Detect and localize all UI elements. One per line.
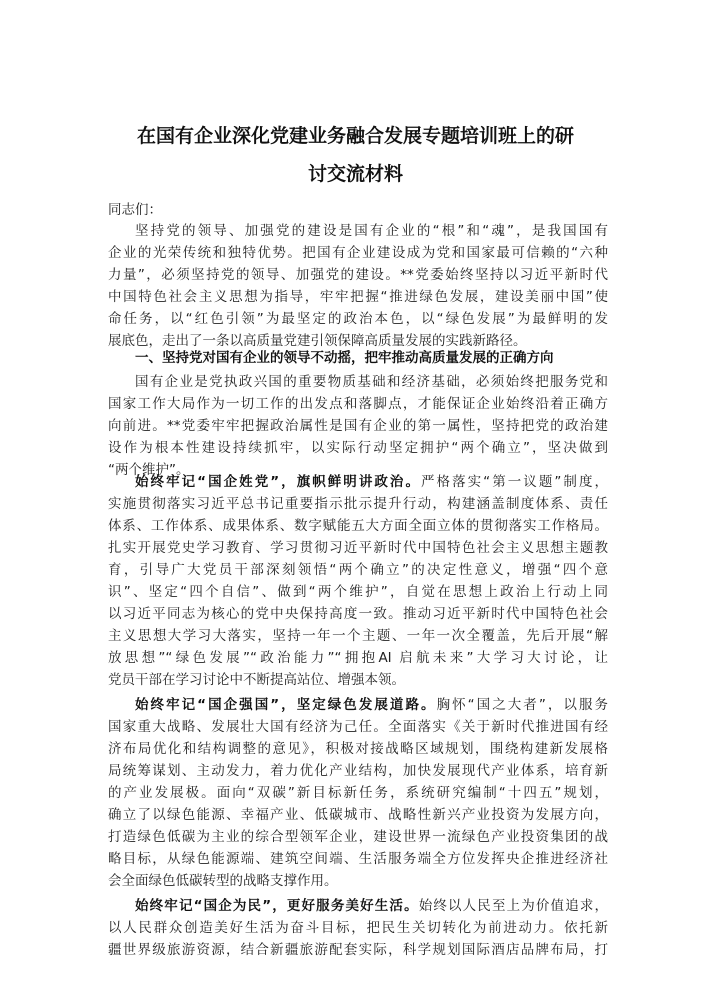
section-heading-1: 一、坚持党对国有企业的领导不动摇，把牢推动高质量发展的正确方向 <box>135 350 554 366</box>
paragraph-serve-people <box>108 895 608 961</box>
paragraph-line-first <box>108 694 608 716</box>
paragraph-line: 打造绿色低碳为主业的综合型领军企业，建设世界一流绿色产业投资集团的战 <box>108 829 608 845</box>
paragraph-line: 略目标，从绿色能源端、建筑空间端、生活服务端全方位发挥央企推进经济社 <box>108 851 608 867</box>
paragraph-green-development <box>108 694 608 892</box>
paragraph-line: 展底色，走出了一条以高质量党建引领保障高质量发展的实践新路径。 <box>108 333 527 349</box>
paragraph-lead-rest: 胸怀“国之大者”，以服务 <box>436 697 608 713</box>
paragraph-line: 命任务，以“红色引领”为最坚定的政治本色，以“绿色发展”为最鲜明的发 <box>108 311 608 327</box>
document-title-line-1: 在国有企业深化党建业务融合发展专题培训班上的研 <box>136 125 574 147</box>
paragraph-lead-bold: 始终牢记“国企姓党”，旗帜鲜明讲政治。 <box>135 474 422 490</box>
paragraph-intro <box>108 220 608 352</box>
paragraph-line: 济布局优化和结构调整的意见》，积极对接战略区域规划，围绕构建新发展格 <box>108 741 608 757</box>
paragraph-line: 育，引导广大党员干部深刻领悟“两个确立”的决定性意义，增强“四个意 <box>108 562 608 578</box>
greeting: 同志们： <box>108 202 162 218</box>
paragraph-line: 疆世界级旅游资源，结合新疆旅游配套实际，科学规划国际酒店品牌布局，打 <box>108 942 608 958</box>
paragraph-line: 以习近平同志为核心的党中央保持高度一致。推动习近平新时代中国特色社会 <box>108 606 608 622</box>
paragraph-line-first <box>108 471 608 493</box>
paragraph-line: 扎实开展党史学习教育、学习贯彻习近平新时代中国特色社会主义思想主题教 <box>108 540 608 556</box>
paragraph-line: 国有企业是党执政兴国的重要物质基础和经济基础，必须始终把服务党和 <box>135 374 608 390</box>
paragraph-line: 国家工作大局作为一切工作的出发点和落脚点，才能保证企业始终沿着正确方 <box>108 396 608 412</box>
paragraph-line: 力量”，必须坚持党的领导、加强党的建设。**党委始终坚持以习近平新时代 <box>108 267 608 283</box>
paragraph-line-first <box>108 895 608 917</box>
paragraph-line: 设作为根本性建设持续抓牢，以实际行动坚定拥护“两个确立”，坚决做到 <box>108 440 608 456</box>
document-title-line-2: 讨交流材料 <box>307 163 403 185</box>
paragraph-section-1 <box>108 371 608 481</box>
paragraph-line: 的产业发展极。面向“双碳”新目标新任务，系统研究编制“十四五”规划， <box>108 785 608 801</box>
paragraph-line: 会全面绿色低碳转型的战略支撑作用。 <box>108 873 338 889</box>
paragraph-line: 实施贯彻落实习近平总书记重要指示批示提升行动，构建涵盖制度体系、责任 <box>108 496 608 512</box>
paragraph-line: 放思想”“绿色发展”“政治能力”“拥抱AI 启航未来”大学习大讨论，让 <box>108 650 608 666</box>
paragraph-lead-rest: 严格落实“第一议题”制度， <box>421 474 608 490</box>
paragraph-party-politics <box>108 471 608 691</box>
paragraph-line: 向前进。**党委牢牢把握政治属性是国有企业的第一属性，坚持把党的政治建 <box>108 418 608 434</box>
paragraph-line: 国家重大战略、发展壮大国有经济为己任。全面落实《关于新时代推进国有经 <box>108 719 608 735</box>
paragraph-line: 确立了以绿色能源、幸福产业、低碳城市、战略性新兴产业投资为发展方向， <box>108 807 608 823</box>
paragraph-line: 主义思想大学习大落实，坚持一年一个主题、一年一次全覆盖，先后开展“解 <box>108 628 608 644</box>
paragraph-lead-bold: 始终牢记“国企强国”，坚定绿色发展道路。 <box>135 697 437 713</box>
paragraph-lead-rest: 始终以人民至上为价值追求， <box>418 898 608 914</box>
paragraph-line: 党员干部在学习讨论中不断提高站位、增强本领。 <box>108 672 405 688</box>
paragraph-line: 以人民群众创造美好生活为奋斗目标，把民生关切转化为前进动力。依托新 <box>108 920 608 936</box>
paragraph-line: 体系、工作体系、成果体系、数字赋能五大方面全面立体的贯彻落实工作格局。 <box>108 518 608 534</box>
paragraph-line: 企业的光荣传统和独特优势。把国有企业建设成为党和国家最可信赖的“六种 <box>108 245 608 261</box>
paragraph-line: 中国特色社会主义思想为指导，牢牢把握“推进绿色发展，建设美丽中国”使 <box>108 289 608 305</box>
paragraph-line: 识”、坚定“四个自信”、做到“两个维护”，自觉在思想上政治上行动上同 <box>108 584 608 600</box>
paragraph-line: “两个维护”。 <box>108 462 190 478</box>
paragraph-line: 坚持党的领导、加强党的建设是国有企业的“根”和“魂”，是我国国有 <box>135 223 608 239</box>
paragraph-line: 局统筹谋划、主动发力，着力优化产业结构，加快发展现代产业体系，培育新 <box>108 763 608 779</box>
paragraph-lead-bold: 始终牢记“国企为民”，更好服务美好生活。 <box>135 898 419 914</box>
